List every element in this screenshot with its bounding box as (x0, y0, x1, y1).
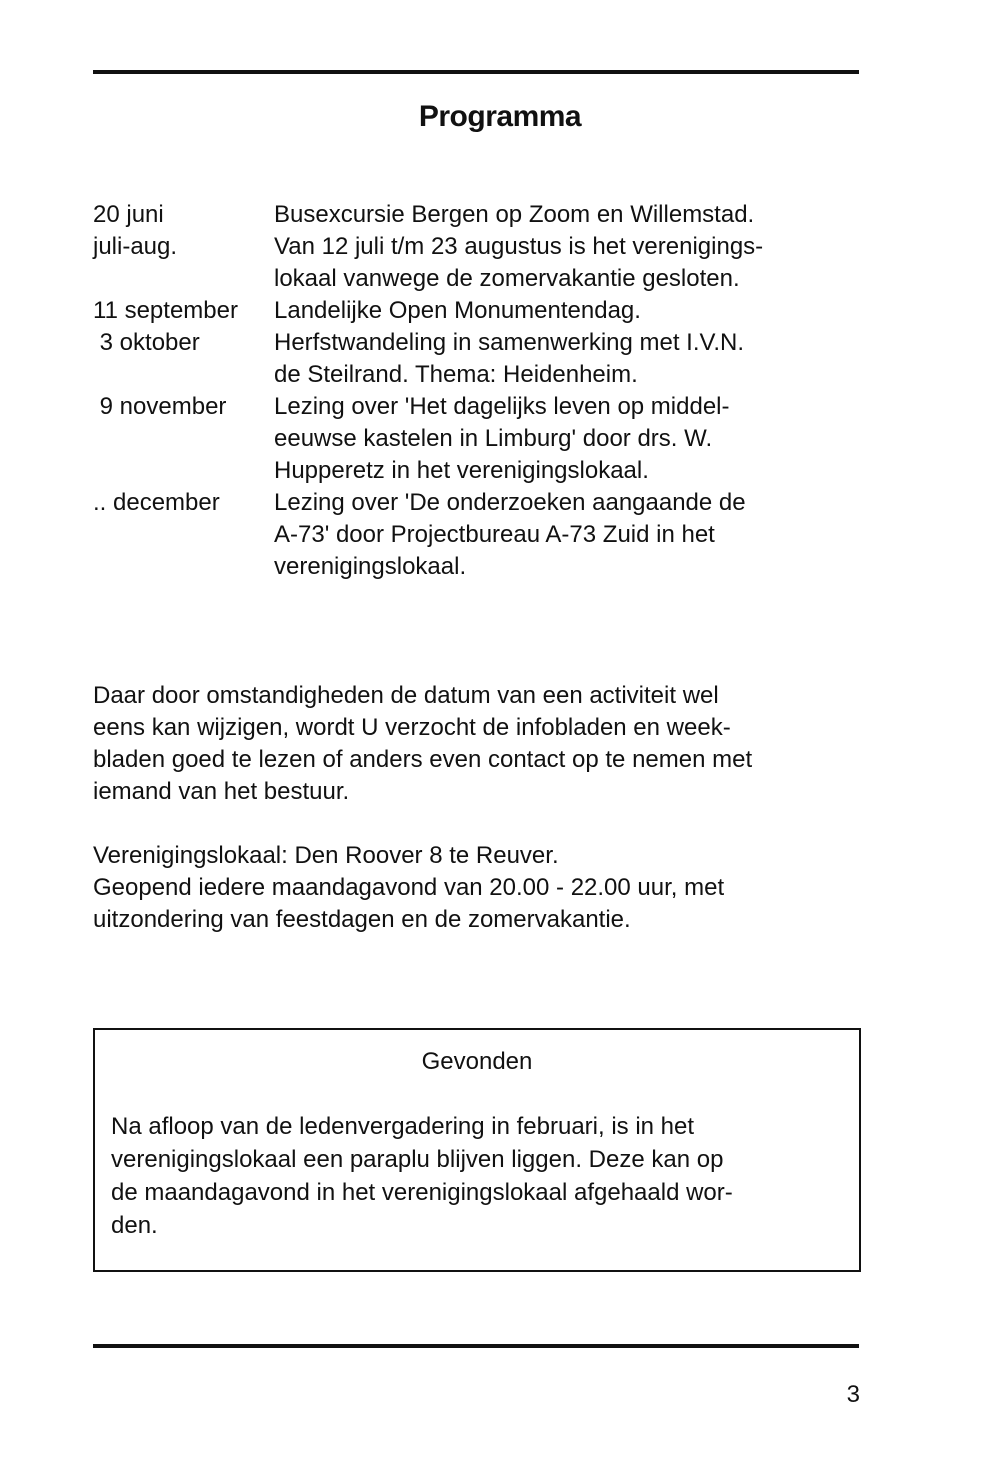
page-number: 3 (846, 1381, 860, 1408)
program-date: 11 september (93, 297, 238, 324)
program-description: Lezing over 'De onderzoeken aangaande de A-73' door Projectbureau A-73 Zuid in het verenigingslokaal. (274, 489, 746, 580)
found-notice-title: Gevonden (421, 1048, 533, 1075)
program-description: Herfstwandeling in samenwerking met I.V.N. de Steilrand. Thema: Heidenheim. (274, 329, 744, 388)
program-item (93, 199, 859, 231)
location-paragraph: Verenigingslokaal: Den Roover 8 te Reuver. Geopend iedere maandagavond van 20.00 - 22.00 uur, met uitzondering van feestdagen en de zomervakantie. (93, 842, 725, 933)
program-item (93, 295, 859, 327)
program-date: 20 juni (93, 201, 164, 228)
program-description: Van 12 juli t/m 23 augustus is het verenigings- lokaal vanwege de zomervakantie gesloten. (274, 233, 764, 292)
program-item (93, 231, 859, 295)
program-item (93, 487, 859, 583)
notice-paragraph: Daar door omstandigheden de datum van een activiteit wel eens kan wijzigen, wordt U verzocht de infobladen en week- bladen goed te lezen of anders even contact op te nemen met iemand van het bestuur. (93, 682, 753, 805)
program-item (93, 327, 859, 391)
program-item (93, 391, 859, 487)
found-notice-text: Na afloop van de ledenvergadering in februari, is in het verenigingslokaal een paraplu blijven liggen. Deze kan op de maandagavond in het verenigingslokaal afgehaald wor- den. (111, 1113, 733, 1239)
program-date: .. december (93, 489, 220, 516)
top-divider (93, 70, 859, 74)
program-list (93, 199, 859, 583)
program-date: 3 oktober (93, 329, 200, 356)
bottom-divider (93, 1344, 859, 1348)
program-description: Busexcursie Bergen op Zoom en Willemstad. (274, 201, 755, 228)
found-notice-box (93, 1028, 861, 1272)
program-description: Landelijke Open Monumentendag. (274, 297, 641, 324)
program-date: juli-aug. (93, 233, 178, 260)
program-description: Lezing over 'Het dagelijks leven op middel- eeuwse kastelen in Limburg' door drs. W. Hupperetz in het verenigingslokaal. (274, 393, 730, 484)
program-date: 9 november (93, 393, 227, 420)
page-title: Programma (418, 100, 582, 133)
